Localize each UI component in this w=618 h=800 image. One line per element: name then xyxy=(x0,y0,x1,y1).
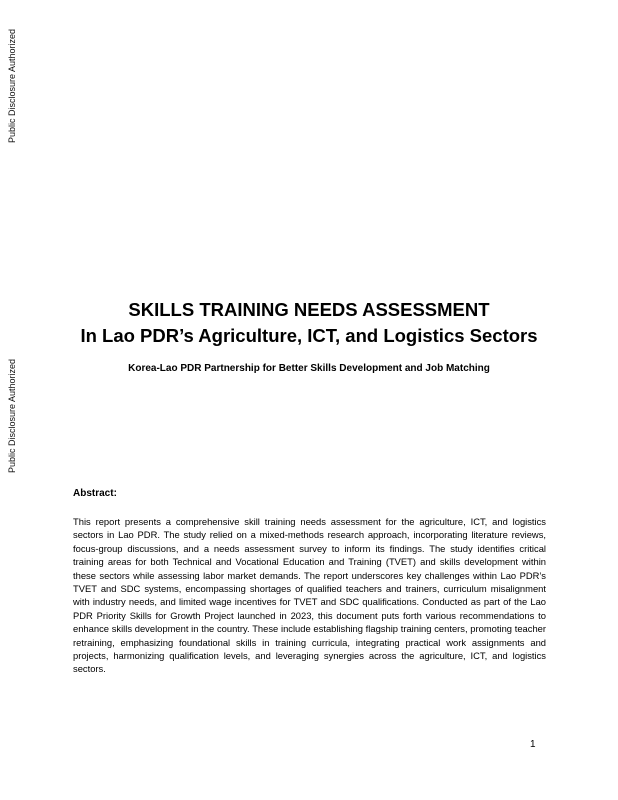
page-number: 1 xyxy=(530,739,536,750)
document-subtitle: Korea-Lao PDR Partnership for Better Skills Development and Job Matching xyxy=(128,363,490,374)
abstract-text: This report presents a comprehensive skill training needs assessment for the agriculture, ICT, and logistics sectors in Lao PDR. The study relied on a mixed-methods research approach, incorporating literature reviews, focus-group discussions, and a needs assessment survey to inform its findings. The study identifies critical training areas for both Technical and Vocational Education and Training (TVET) and skills development within these sectors while assessing labor market demands. The report underscores key challenges within Lao PDR’s TVET and SDC systems, encompassing shortages of qualified teachers and trainers, curriculum misalignment with industry needs, and limited wage incentives for TVET and SDC qualifications. Conducted as part of the Lao PDR Priority Skills for Growth Project launched in 2023, this document puts forth various recommendations to enhance skills development in the country. These include establishing flagship training centers, promoting teacher retraining, emphasizing foundational skills in training curricula, integrating practical work assignments and projects, harmonizing qualification levels, and leveraging synergies across the agriculture, ICT, and logistics sectors. xyxy=(73,516,546,675)
title-line-1: SKILLS TRAINING NEEDS ASSESSMENT xyxy=(128,299,490,320)
watermark-text-middle: Public Disclosure Authorized xyxy=(7,358,17,474)
document-title xyxy=(0,297,618,349)
abstract-heading: Abstract: xyxy=(73,488,117,499)
title-line-2: In Lao PDR’s Agriculture, ICT, and Logistics Sectors xyxy=(80,325,538,346)
watermark-text-top: Public Disclosure Authorized xyxy=(7,28,17,144)
public-disclosure-watermark-top xyxy=(0,16,24,156)
